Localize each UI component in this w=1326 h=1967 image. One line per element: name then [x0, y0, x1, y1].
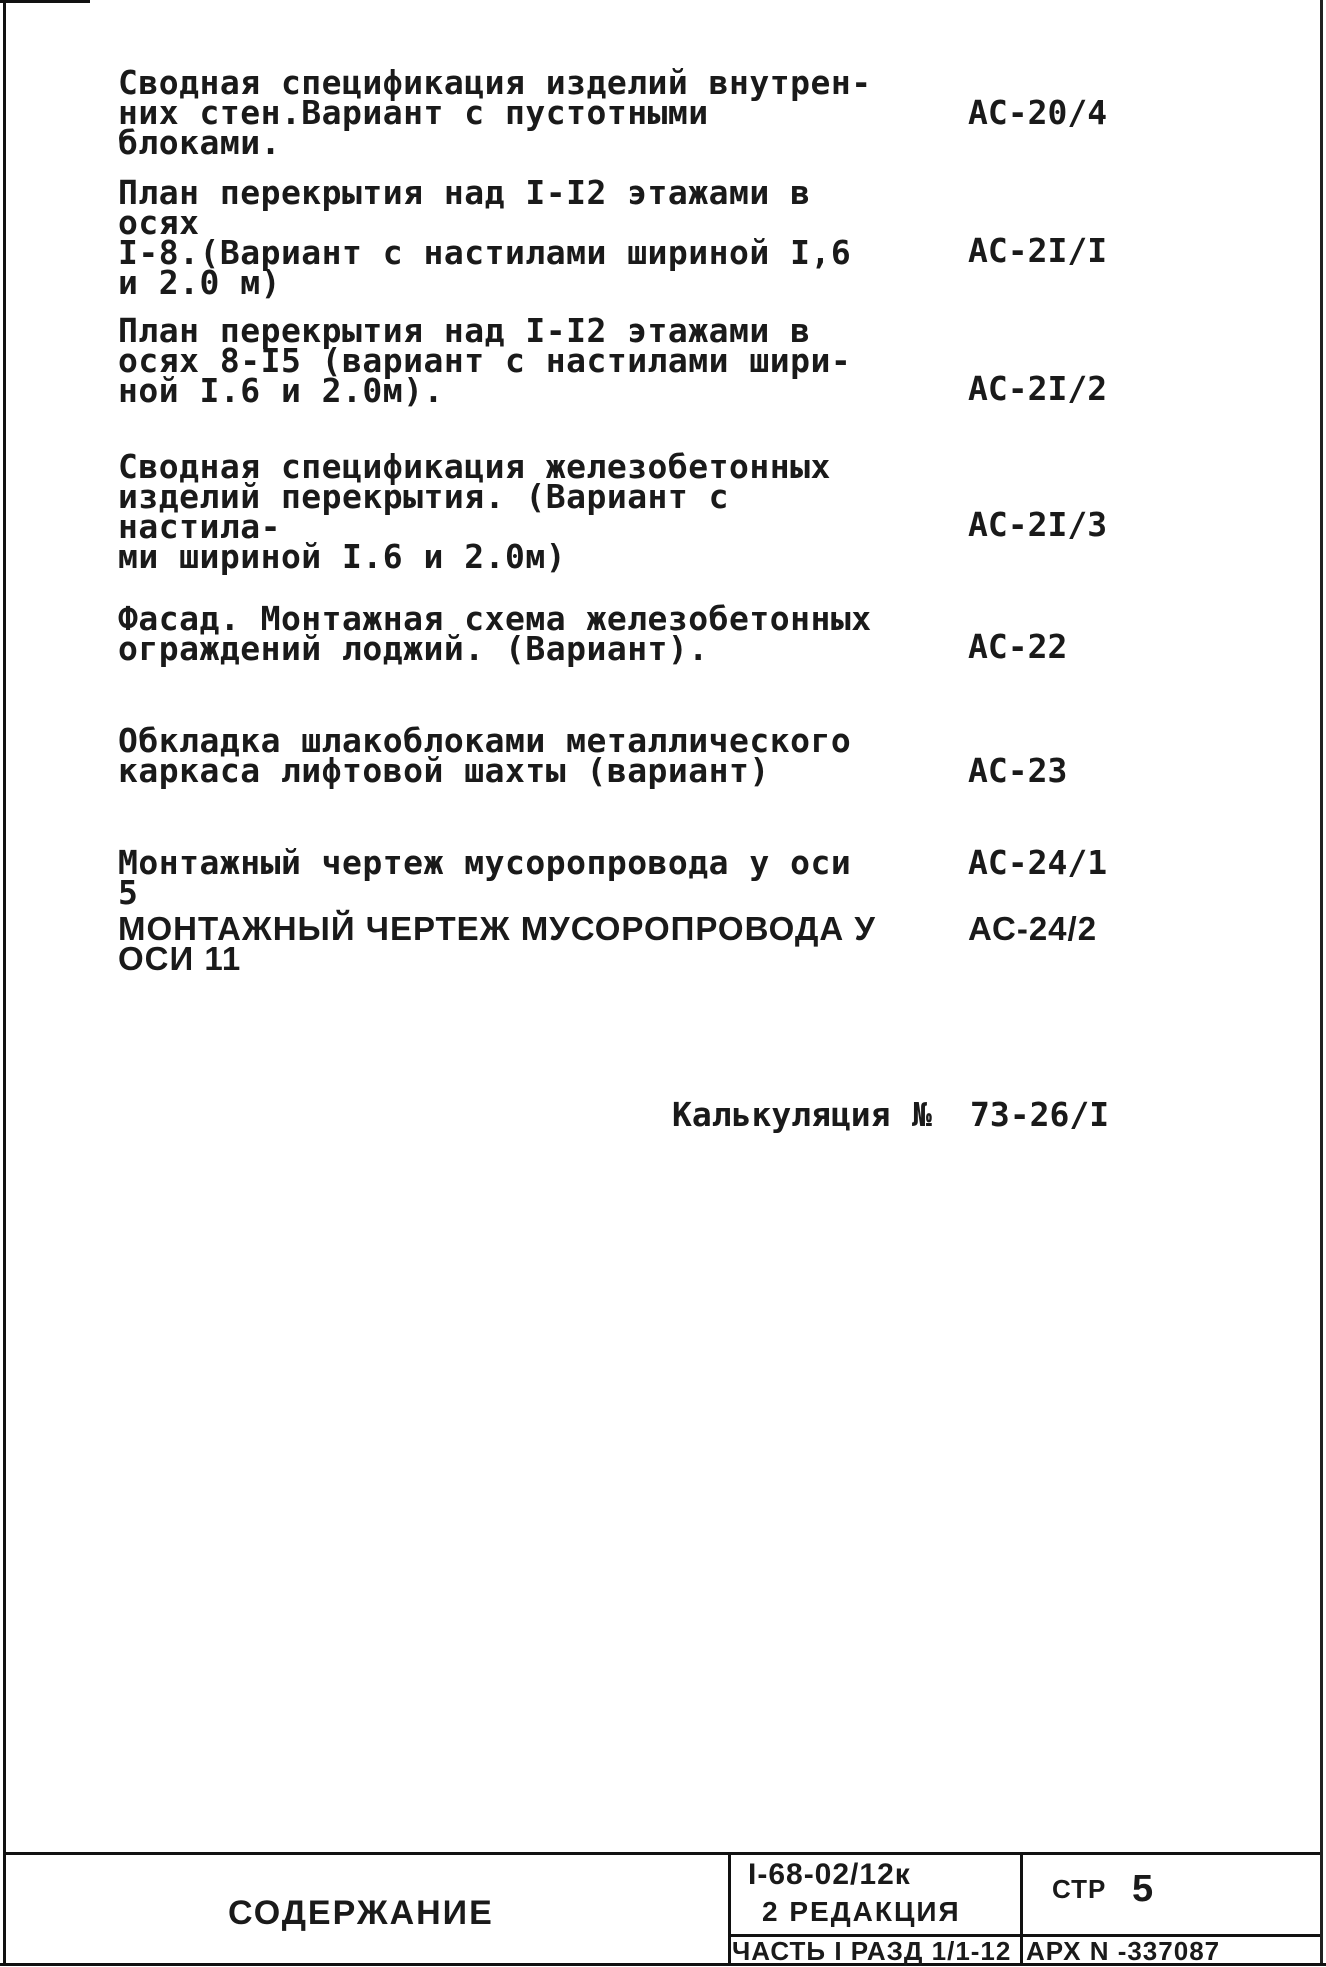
calculation-number-sign: №: [912, 1095, 932, 1134]
calculation-label: Калькуляция: [672, 1095, 891, 1134]
entry-code: АС-22: [968, 627, 1068, 666]
entry-code: АС-2I/2: [968, 369, 1108, 408]
entry-code: АС-24/1: [968, 843, 1108, 882]
title-block-divider: [728, 1852, 731, 1966]
entry-text: План перекрытия над I-I2 этажами в осях I-8.(Вариант с настилами шириной I,6 и 2.0 м): [118, 173, 852, 302]
entry-text: Фасад. Монтажная схема железобетонных ограждений лоджий. (Вариант).: [118, 599, 872, 668]
frame-right-border: [1320, 0, 1323, 1966]
entry-text: План перекрытия над I-I2 этажами в осях 8-I5 (вариант с настилами шири- ной I.6 и 2.0м).: [118, 311, 852, 410]
title-block-edition: 2 РЕДАКЦИЯ: [762, 1896, 961, 1927]
title-block-code: I-68-02/12к: [748, 1858, 911, 1891]
entry-text: Обкладка шлакоблоками металлического каркаса лифтовой шахты (вариант): [118, 721, 852, 790]
frame-left-border: [3, 0, 6, 1966]
entry-code-handwritten: АС-24/2: [968, 910, 1098, 947]
title-block-title: СОДЕРЖАНИЕ: [228, 1894, 494, 1932]
entry-code: АС-20/4: [968, 93, 1108, 132]
entry-text: Монтажный чертеж мусоропровода у оси 5: [118, 843, 852, 912]
entry-text-handwritten: МОНТАЖНЫЙ ЧЕРТЕЖ МУСОРОПРОВОДА У ОСИ 11: [118, 910, 876, 977]
title-block-top-line: [6, 1852, 1320, 1855]
entry-text: Сводная спецификация изделий внутрен- них стен.Вариант с пустотными блоками.: [118, 63, 872, 162]
entry-code: АС-2I/I: [968, 231, 1108, 270]
title-block-archive: АРХ N -337087: [1026, 1936, 1221, 1966]
entry-code: АС-23: [968, 751, 1068, 790]
title-block-page-label: СТР: [1052, 1874, 1107, 1904]
title-block-divider: [1020, 1852, 1023, 1966]
title-block: [0, 1852, 1326, 1966]
title-block-page-number: 5: [1132, 1868, 1155, 1910]
title-block-part: ЧАСТЬ I РАЗД 1/1-12: [732, 1936, 1012, 1966]
calculation-number: 73-26/I: [970, 1095, 1110, 1134]
entry-text: Сводная спецификация железобетонных изделий перекрытия. (Вариант с настила- ми шириной I.6 и 2.0м): [118, 447, 831, 576]
frame-top-border: [0, 0, 90, 3]
entry-code: АС-2I/3: [968, 505, 1108, 544]
